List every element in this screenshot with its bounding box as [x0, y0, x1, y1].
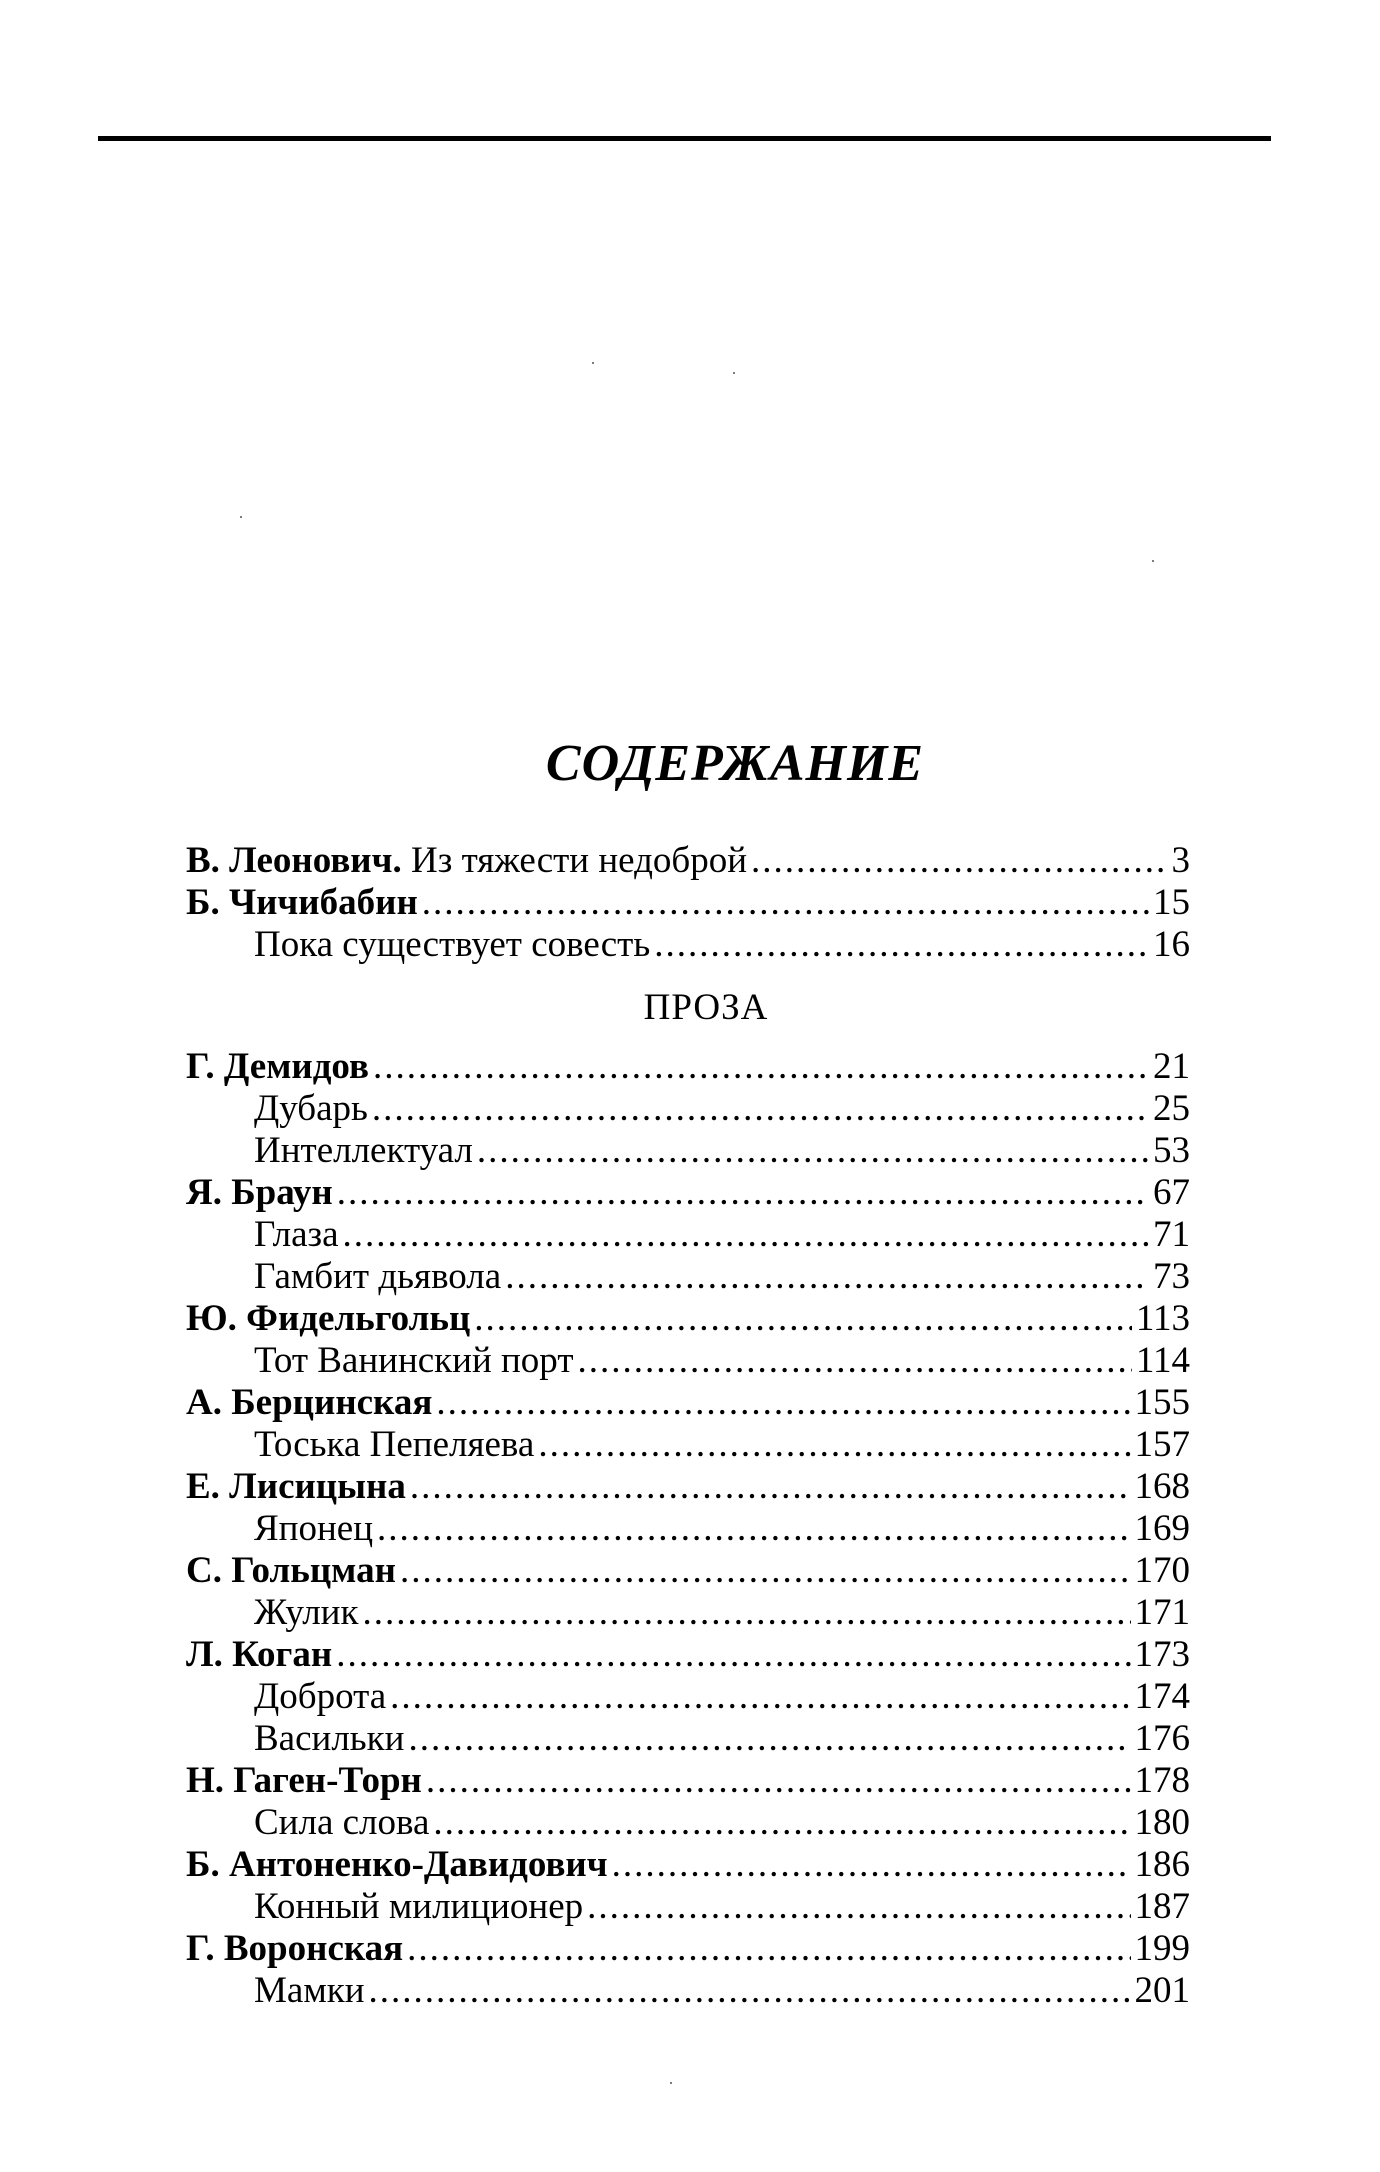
toc-work-entry	[186, 1088, 1190, 1130]
print-speck	[592, 362, 594, 364]
toc-work: Сила слова	[254, 1802, 430, 1843]
dot-leader	[369, 1970, 1131, 2012]
toc-page-number: 53	[1153, 1130, 1190, 1171]
toc-page-number: 168	[1134, 1466, 1190, 1507]
dot-leader	[400, 1550, 1131, 1592]
dot-leader	[362, 1592, 1130, 1634]
toc-author: Б. Антоненко-Давидович	[186, 1844, 608, 1885]
dot-leader	[373, 1046, 1149, 1088]
dot-leader	[426, 1760, 1131, 1802]
toc-author-entry	[186, 1928, 1190, 1970]
toc-work-entry	[186, 1130, 1190, 1172]
page-title: СОДЕРЖАНИЕ	[545, 735, 925, 792]
dot-leader	[422, 882, 1149, 924]
toc-work: Из тяжести недоброй	[401, 840, 748, 881]
toc-entry-leonovich	[186, 840, 1190, 882]
toc-work-entry	[186, 1802, 1190, 1844]
toc-author: Я. Браун	[186, 1172, 333, 1213]
toc-work-entry	[186, 1340, 1190, 1382]
dot-leader	[587, 1886, 1130, 1928]
toc-author: А. Берцинская	[186, 1382, 433, 1423]
toc-work-entry	[186, 1676, 1190, 1718]
toc-page-number: 199	[1134, 1928, 1190, 1969]
dot-leader	[436, 1382, 1130, 1424]
toc-author: Г. Воронская	[186, 1928, 404, 1969]
dot-leader	[474, 1298, 1132, 1340]
toc-page-number: 67	[1153, 1172, 1190, 1213]
toc-page-number: 186	[1134, 1844, 1190, 1885]
toc-work-entry	[186, 1886, 1190, 1928]
toc-work: Гамбит дьявола	[254, 1256, 502, 1297]
dot-leader	[654, 924, 1149, 966]
toc-author-entry	[186, 1466, 1190, 1508]
toc-page-number: 157	[1134, 1424, 1190, 1465]
dot-leader	[477, 1130, 1149, 1172]
toc-page-number: 3	[1171, 840, 1190, 881]
toc-author: Н. Гаген-Торн	[186, 1760, 422, 1801]
toc-work: Тот Ванинский порт	[254, 1340, 574, 1381]
toc-work-entry	[186, 1424, 1190, 1466]
dot-leader	[410, 1466, 1131, 1508]
toc-author-entry	[186, 1382, 1190, 1424]
toc-page-number: 155	[1134, 1382, 1190, 1423]
toc-author-entry	[186, 1634, 1190, 1676]
toc-work-entry	[186, 1970, 1190, 2012]
table-of-contents	[186, 840, 1190, 2012]
section-heading: ПРОЗА	[643, 987, 769, 1028]
toc-work: Тоська Пепеляева	[254, 1424, 535, 1465]
toc-page-number: 21	[1153, 1046, 1190, 1087]
toc-page-number: 113	[1135, 1298, 1190, 1339]
toc-author: Б. Чичибабин	[186, 882, 418, 923]
toc-work: Мамки	[254, 1970, 365, 2011]
dot-leader	[372, 1088, 1149, 1130]
dot-leader	[336, 1634, 1130, 1676]
toc-page-number: 170	[1134, 1550, 1190, 1591]
toc-page-number: 73	[1153, 1256, 1190, 1297]
toc-work: Доброта	[254, 1676, 387, 1717]
dot-leader	[433, 1802, 1130, 1844]
toc-author-entry	[186, 1172, 1190, 1214]
toc-page-number: 187	[1134, 1886, 1190, 1927]
toc-work: Конный милиционер	[254, 1886, 584, 1927]
toc-work: Пока существует совесть	[254, 924, 651, 965]
dot-leader	[578, 1340, 1132, 1382]
dot-leader	[390, 1676, 1130, 1718]
toc-author: Л. Коган	[186, 1634, 333, 1675]
dot-leader	[377, 1508, 1130, 1550]
toc-author-entry	[186, 1046, 1190, 1088]
toc-author: Ю. Фидельгольц	[186, 1298, 471, 1339]
toc-work: Дубарь	[254, 1088, 368, 1129]
toc-page-number: 114	[1135, 1340, 1190, 1381]
toc-page-number: 201	[1134, 1970, 1190, 2011]
toc-page-number: 174	[1134, 1676, 1190, 1717]
toc-work-entry	[186, 1214, 1190, 1256]
toc-work: Васильки	[254, 1718, 405, 1759]
toc-work: Интеллектуал	[254, 1130, 473, 1171]
print-speck	[1152, 560, 1154, 562]
toc-author-entry	[186, 1298, 1190, 1340]
toc-page-number: 71	[1153, 1214, 1190, 1255]
dot-leader	[538, 1424, 1130, 1466]
toc-work: Жулик	[254, 1592, 359, 1633]
toc-author: В. Леонович.	[186, 840, 402, 881]
toc-page-number: 16	[1153, 924, 1190, 965]
toc-page-number: 180	[1134, 1802, 1190, 1843]
toc-author-entry	[186, 1550, 1190, 1592]
toc-page-number: 178	[1134, 1760, 1190, 1801]
toc-work-entry	[186, 1592, 1190, 1634]
toc-author: Е. Лисицына	[186, 1466, 406, 1507]
toc-entry-chichibabin	[186, 882, 1190, 924]
print-speck	[733, 372, 735, 374]
toc-work-entry	[186, 1508, 1190, 1550]
toc-author: С. Гольцман	[186, 1550, 396, 1591]
print-speck	[670, 2082, 672, 2084]
dot-leader	[505, 1256, 1149, 1298]
toc-author: Г. Демидов	[186, 1046, 369, 1087]
top-rule	[98, 136, 1271, 141]
dot-leader	[343, 1214, 1149, 1256]
toc-author-entry	[186, 1844, 1190, 1886]
dot-leader	[337, 1172, 1149, 1214]
toc-page-number: 173	[1134, 1634, 1190, 1675]
toc-page-number: 176	[1134, 1718, 1190, 1759]
toc-page-number: 169	[1134, 1508, 1190, 1549]
dot-leader	[407, 1928, 1130, 1970]
toc-work: Японец	[254, 1508, 374, 1549]
toc-page-number: 25	[1153, 1088, 1190, 1129]
toc-prose-entries	[186, 1046, 1190, 2012]
dot-leader	[751, 840, 1167, 882]
toc-entry-work	[186, 924, 1190, 966]
toc-page-number: 171	[1134, 1592, 1190, 1633]
toc-work-entry	[186, 1718, 1190, 1760]
dot-leader	[612, 1844, 1131, 1886]
print-speck	[240, 516, 242, 518]
dot-leader	[408, 1718, 1130, 1760]
toc-work-entry	[186, 1256, 1190, 1298]
toc-author-entry	[186, 1760, 1190, 1802]
toc-page-number: 15	[1153, 882, 1190, 923]
toc-work: Глаза	[254, 1214, 339, 1255]
